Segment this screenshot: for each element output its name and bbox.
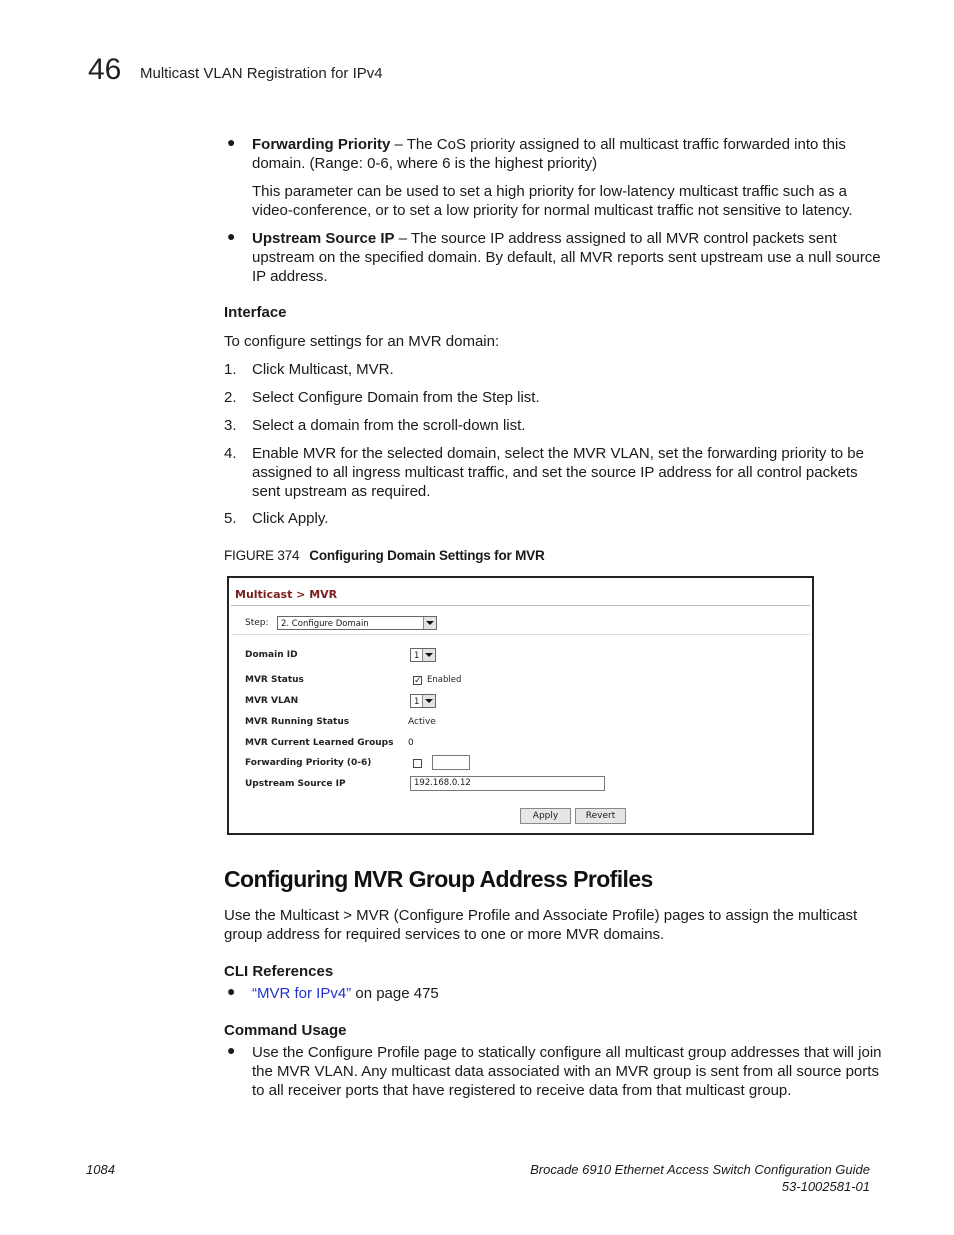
usage-line: Use the Configure Profile page to statically configure all multicast group addresses that will join — [252, 1044, 882, 1061]
param-upstream-source-ip — [252, 229, 881, 286]
param-text: video-conference, or to set a low priority for normal multicast traffic not sensitive to latency. — [252, 202, 853, 219]
figure-title: Configuring Domain Settings for MVR — [309, 548, 545, 563]
usage-line: the MVR VLAN. Any multicast data associated with an MVR group is sent from all source ports — [252, 1063, 879, 1080]
interface-heading: Interface — [224, 304, 287, 321]
bullet-icon: ● — [227, 1042, 236, 1058]
mvr-domain-screenshot — [227, 576, 814, 835]
learned-groups-label: MVR Current Learned Groups — [245, 738, 394, 748]
mvr-vlan-select[interactable] — [410, 694, 436, 708]
step-text: Click Multicast, MVR. — [252, 361, 394, 378]
step-number: 3. — [224, 417, 237, 434]
cli-reference-link[interactable]: “MVR for IPv4” — [252, 985, 352, 1002]
step-text: Click Apply. — [252, 510, 329, 527]
chevron-down-icon — [422, 649, 435, 661]
param-text: This parameter can be used to set a high priority for low-latency multicast traffic such as a — [252, 183, 847, 200]
chapter-number: 46 — [88, 53, 122, 86]
mvr-vlan-value: 1 — [414, 697, 420, 707]
domain-id-label: Domain ID — [245, 650, 298, 660]
intro-line: Use the Multicast > MVR (Configure Profile and Associate Profile) pages to assign the multicast — [224, 907, 858, 924]
param-text: – The CoS priority assigned to all multicast traffic forwarded into this — [390, 136, 846, 153]
revert-button[interactable]: Revert — [575, 808, 626, 824]
learned-groups-value: 0 — [408, 738, 414, 748]
param-term: Upstream Source IP — [252, 230, 395, 247]
command-usage-heading: Command Usage — [224, 1022, 347, 1039]
bullet-icon: ● — [227, 134, 236, 150]
section-intro — [224, 906, 857, 944]
upstream-ip-label: Upstream Source IP — [245, 779, 346, 789]
param-text: IP address. — [252, 268, 328, 285]
chevron-down-icon — [423, 617, 436, 629]
mvr-status-checkbox[interactable]: ✓ — [414, 676, 422, 686]
step-number: 2. — [224, 389, 237, 406]
step-label: Step: — [245, 618, 269, 628]
mvr-vlan-label: MVR VLAN — [245, 696, 299, 706]
step-number: 1. — [224, 361, 237, 378]
step-select-value: 2. Configure Domain — [281, 619, 369, 629]
step-number: 4. — [224, 445, 237, 462]
cli-reference-item — [252, 984, 439, 1003]
step-line: assigned to all ingress multicast traffic, and set the source IP address for all control packets — [252, 464, 858, 481]
apply-button[interactable]: Apply — [520, 808, 571, 824]
step-text — [252, 444, 864, 501]
mvr-status-value: Enabled — [427, 675, 462, 685]
interface-intro: To configure settings for an MVR domain: — [224, 333, 500, 350]
upstream-ip-input[interactable]: 192.168.0.12 — [410, 776, 605, 791]
bullet-icon: ● — [227, 228, 236, 244]
page-number: 1084 — [86, 1162, 115, 1177]
usage-line: to all receiver ports that have registered to receive data from that multicast group. — [252, 1082, 792, 1099]
step-line: Enable MVR for the selected domain, select the MVR VLAN, set the forwarding priority to be — [252, 445, 864, 462]
divider — [231, 605, 810, 606]
cli-reference-page: on page 475 — [351, 985, 439, 1002]
breadcrumb: Multicast > MVR — [235, 588, 338, 601]
divider — [231, 634, 810, 635]
section-title: Configuring MVR Group Address Profiles — [224, 866, 653, 892]
cli-references-heading: CLI References — [224, 963, 334, 980]
param-forwarding-priority — [252, 135, 846, 173]
step-text: Select a domain from the scroll-down list. — [252, 417, 526, 434]
domain-id-value: 1 — [414, 651, 420, 661]
doc-title: Brocade 6910 Ethernet Access Switch Configuration Guide — [530, 1162, 870, 1177]
fwd-priority-checkbox[interactable] — [413, 759, 422, 768]
running-status-label: MVR Running Status — [245, 717, 350, 727]
domain-id-select[interactable] — [410, 648, 436, 662]
param-text: upstream on the specified domain. By default, all MVR reports sent upstream use a null source — [252, 249, 881, 266]
step-select[interactable] — [277, 616, 437, 630]
figure-caption — [224, 548, 545, 563]
mvr-status-label: MVR Status — [245, 675, 304, 685]
intro-line: group address for required services to one or more MVR domains. — [224, 926, 665, 943]
running-status-value: Active — [408, 717, 436, 727]
chapter-title: Multicast VLAN Registration for IPv4 — [140, 65, 383, 82]
chevron-down-icon — [422, 695, 435, 707]
step-number: 5. — [224, 510, 237, 527]
fwd-priority-label: Forwarding Priority (0-6) — [245, 758, 372, 768]
param-text: – The source IP address assigned to all MVR control packets sent — [394, 230, 837, 247]
fwd-priority-input[interactable] — [432, 755, 470, 770]
doc-number: 53-1002581-01 — [781, 1179, 870, 1194]
figure-label: FIGURE 374 — [224, 548, 300, 563]
step-text: Select Configure Domain from the Step list. — [252, 389, 540, 406]
command-usage-item — [252, 1043, 882, 1100]
bullet-icon: ● — [227, 983, 236, 999]
param-text: domain. (Range: 0-6, where 6 is the highest priority) — [252, 155, 598, 172]
step-line: sent upstream as required. — [252, 483, 431, 500]
param-term: Forwarding Priority — [252, 136, 391, 153]
param-note — [252, 182, 853, 220]
